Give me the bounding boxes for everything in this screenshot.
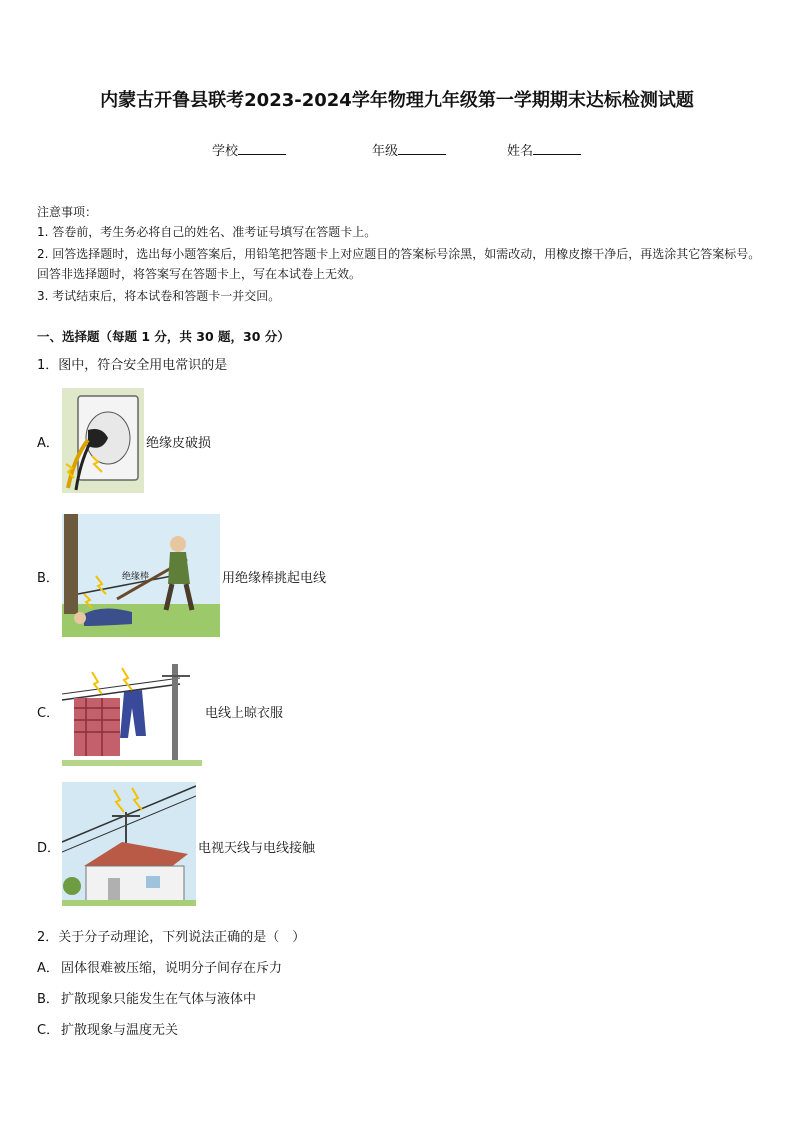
q2-option-b-letter: B． [37, 992, 59, 1007]
name-label: 姓名 [507, 144, 534, 159]
note-item-3: 3. 考试结束后，将本试卷和答题卡一并交回。 [37, 289, 281, 303]
q1-option-c-text: 电线上晾衣服 [205, 706, 284, 721]
grade-label: 年级 [372, 144, 399, 159]
q2-option-a-letter: A． [37, 961, 59, 976]
q1-option-b-text: 用绝缘棒挑起电线 [222, 571, 327, 586]
clothes-on-wire-illustration [62, 656, 202, 766]
q2-option-b-text: 扩散现象只能发生在气体与液体中 [61, 992, 257, 1007]
note-item-1: 1. 答卷前，考生务必将自己的姓名、准考证号填写在答题卡上。 [37, 225, 377, 239]
question-2-stem: 2．关于分子动理论，下列说法正确的是（ ） [37, 930, 306, 945]
q1-option-d-letter: D． [37, 841, 61, 856]
rod-caption: 绝缘棒 [122, 572, 150, 582]
note-item-2: 2. 回答选择题时，选出每小题答案后，用铅笔把答题卡上对应题目的答案标号涂黑，如需改动，用橡皮擦干净后，再选涂其它答案标号。回答非选择题时，将答案写在答题卡上，写在本试卷上无效。 [37, 247, 761, 281]
insulated-rod-rescue-illustration [62, 514, 220, 637]
q2-option-c-text: 扩散现象与温度无关 [61, 1023, 179, 1038]
grade-field [372, 140, 446, 159]
section-heading: 一、选择题（每题 1 分，共 30 题，30 分） [37, 329, 290, 344]
q1-option-a-letter: A． [37, 436, 59, 451]
exam-title: 内蒙古开鲁县联考2023-2024学年物理九年级第一学期期末达标检测试题 [100, 90, 694, 111]
notes-heading: 注意事项： [37, 205, 98, 219]
name-field [507, 140, 581, 159]
q1-option-b-letter: B． [37, 571, 59, 586]
school-field [212, 140, 286, 159]
antenna-touching-wire-illustration [62, 782, 196, 906]
q1-option-a-text: 绝缘皮破损 [146, 436, 212, 451]
q1-option-c-letter: C． [37, 706, 60, 721]
question-1-stem: 1．图中，符合安全用电常识的是 [37, 358, 228, 373]
damaged-plug-illustration [62, 388, 144, 493]
q1-option-d-text: 电视天线与电线接触 [198, 841, 316, 856]
q2-option-c-letter: C． [37, 1023, 60, 1038]
school-blank[interactable] [238, 141, 286, 155]
grade-blank[interactable] [398, 141, 446, 155]
name-blank[interactable] [533, 141, 581, 155]
school-label: 学校 [212, 144, 239, 159]
q2-option-a-text: 固体很难被压缩，说明分子间存在斥力 [61, 961, 283, 976]
